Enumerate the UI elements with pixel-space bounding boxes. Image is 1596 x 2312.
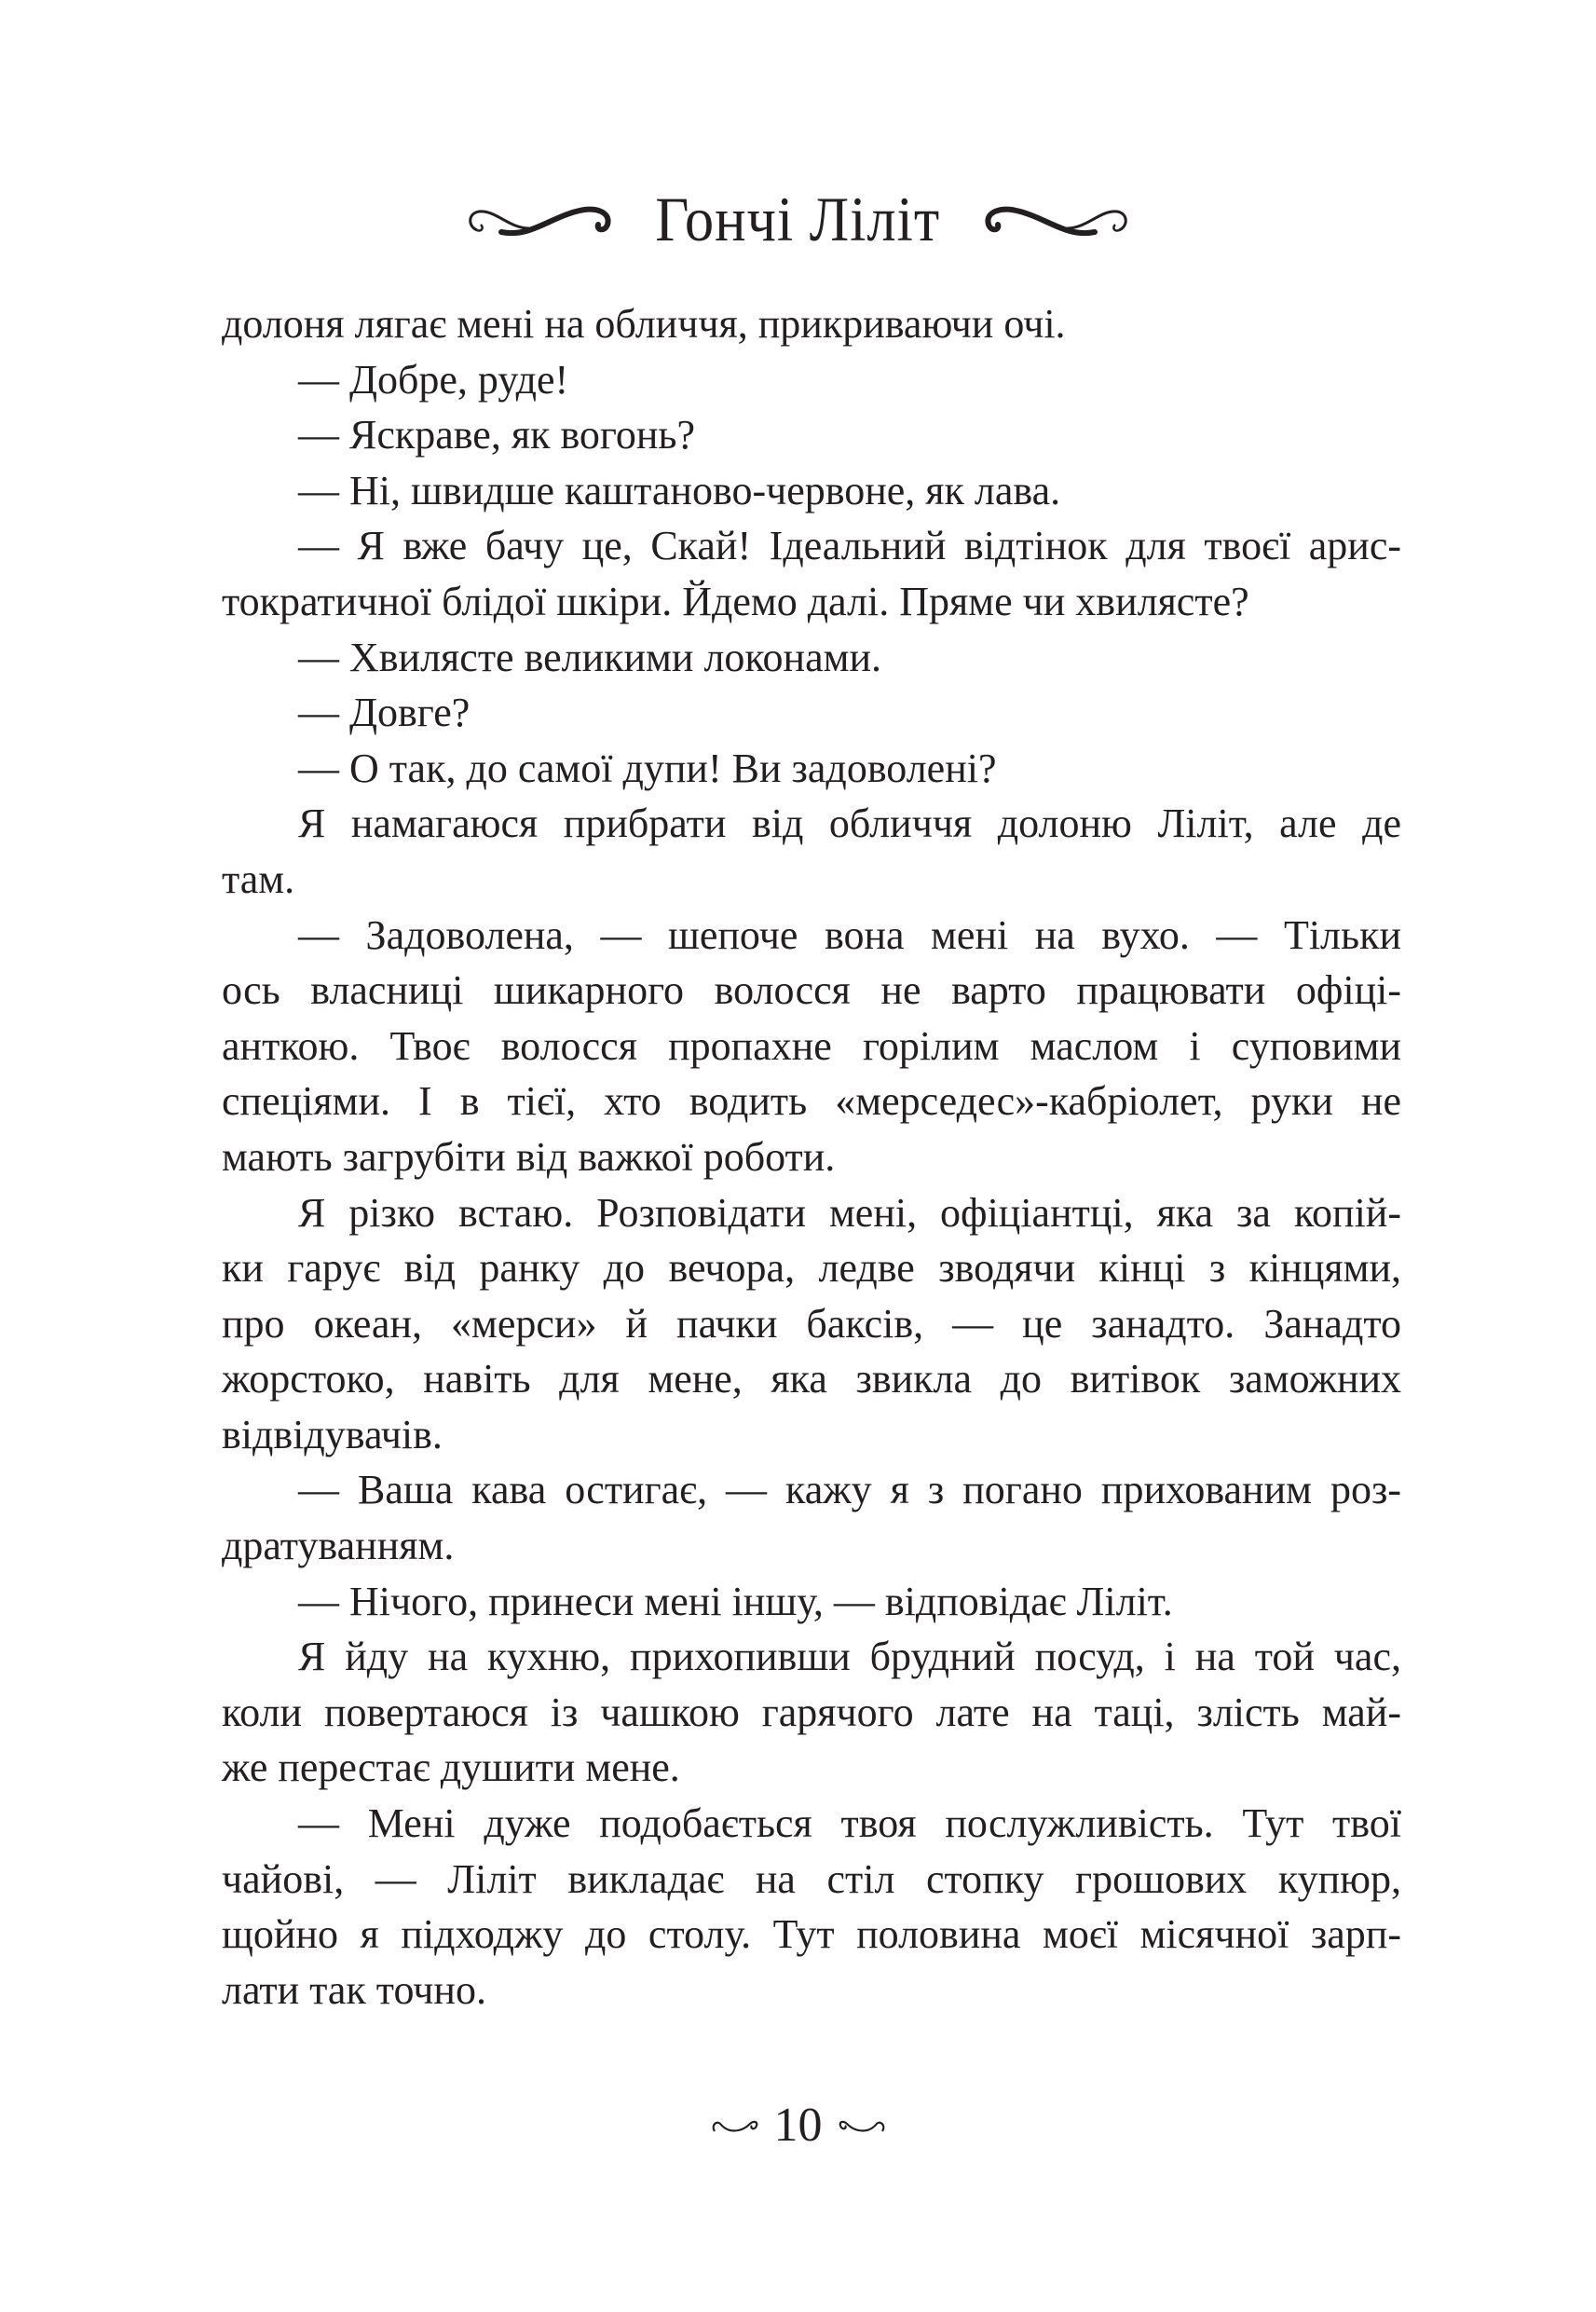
text-line: — Я вже бачу це, Скай! Ідеальний відтінок для твоєї арис-	[298, 523, 1401, 569]
text-line: — Задоволена, — шепоче вона мені на вухо. — Тільки	[298, 911, 1401, 958]
text-line: — Ні, швидше каштаново-червоне, як лава.	[298, 467, 1061, 513]
text-line: чайові, — Ліліт викладає на стіл стопку грошових купюр,	[222, 1855, 1401, 1902]
text-line: жорстоко, навіть для мене, яка звикла до витівок заможних	[222, 1356, 1401, 1402]
text-line: Я намагаюся прибрати від обличчя долоню Ліліт, але де	[298, 800, 1401, 847]
paragraph	[222, 630, 1401, 686]
text-line: — Добре, руде!	[298, 356, 569, 403]
paragraph	[222, 352, 1401, 408]
left-flourish-icon	[464, 191, 619, 247]
text-line: — О так, до самої дупи! Ви задоволені?	[298, 745, 997, 791]
running-header	[0, 177, 1596, 261]
text-line: — Мені дуже подобається твоя послужливість. Тут твої	[298, 1800, 1401, 1847]
page-body-text	[222, 296, 1401, 2018]
text-line: Я йду на кухню, прихопивши брудний посуд, і на той час,	[298, 1634, 1401, 1680]
text-line: спеціями. І в тієї, хто водить «мерседес»-кабріолет, руки не	[222, 1078, 1401, 1125]
text-line: щойно я підходжу до столу. Тут половина моєї місячної зарп-	[222, 1911, 1401, 1958]
text-line: долоня лягає мені на обличчя, прикриваючи очі.	[222, 301, 1066, 347]
text-line: лати так точно.	[222, 1966, 486, 2013]
text-line: анткою. Твоє волосся пропахне горілим маслом і суповими	[222, 1022, 1401, 1069]
page-number: 10	[773, 2099, 823, 2152]
text-line: ось власниці шикарного волосся не варто працювати офіці-	[222, 967, 1401, 1014]
book-title: Гончі Ліліт	[655, 184, 941, 254]
text-line: — Ваша кава остигає, — кажу я з погано прихованим роз-	[298, 1467, 1401, 1513]
paragraph	[222, 1574, 1401, 1630]
paragraph	[222, 407, 1401, 463]
text-line: мають загрубіти від важкої роботи.	[222, 1133, 836, 1180]
page-footer	[0, 2101, 1596, 2150]
paragraph	[222, 463, 1401, 519]
paragraph	[222, 1629, 1401, 1796]
text-line: про океан, «мерси» й пачки баксів, — це занадто. Занадто	[222, 1300, 1401, 1347]
text-line: дратуванням.	[222, 1523, 455, 1569]
left-swirl-icon	[709, 2113, 761, 2139]
text-line: — Довге?	[298, 690, 471, 736]
text-line: коли повертаюся із чашкою гарячого лате на таці, злість май-	[222, 1689, 1401, 1735]
paragraph	[222, 296, 1401, 352]
text-line: — Яскраве, як вогонь?	[298, 412, 696, 458]
right-flourish-icon	[977, 191, 1132, 247]
paragraph	[222, 1185, 1401, 1463]
text-line: тократичної блідої шкіри. Йдемо далі. Пряме чи хвилясте?	[222, 578, 1249, 624]
paragraph	[222, 908, 1401, 1185]
paragraph	[222, 1462, 1401, 1573]
text-line: — Хвилясте великими локонами.	[298, 634, 882, 680]
text-line: Я різко встаю. Розповідати мені, офіціантці, яка за копій-	[298, 1189, 1401, 1236]
text-line: там.	[222, 855, 295, 902]
paragraph	[222, 685, 1401, 741]
paragraph	[222, 796, 1401, 907]
text-line: — Нічого, принеси мені іншу, — відповідає Ліліт.	[298, 1578, 1173, 1624]
right-swirl-icon	[836, 2113, 888, 2139]
paragraph	[222, 518, 1401, 629]
text-line: ки гарує від ранку до вечора, ледве зводячи кінці з кінцями,	[222, 1245, 1401, 1292]
text-line: відвідувачів.	[222, 1411, 443, 1457]
paragraph	[222, 741, 1401, 797]
text-line: же перестає душити мене.	[222, 1744, 680, 1791]
paragraph	[222, 1796, 1401, 2018]
